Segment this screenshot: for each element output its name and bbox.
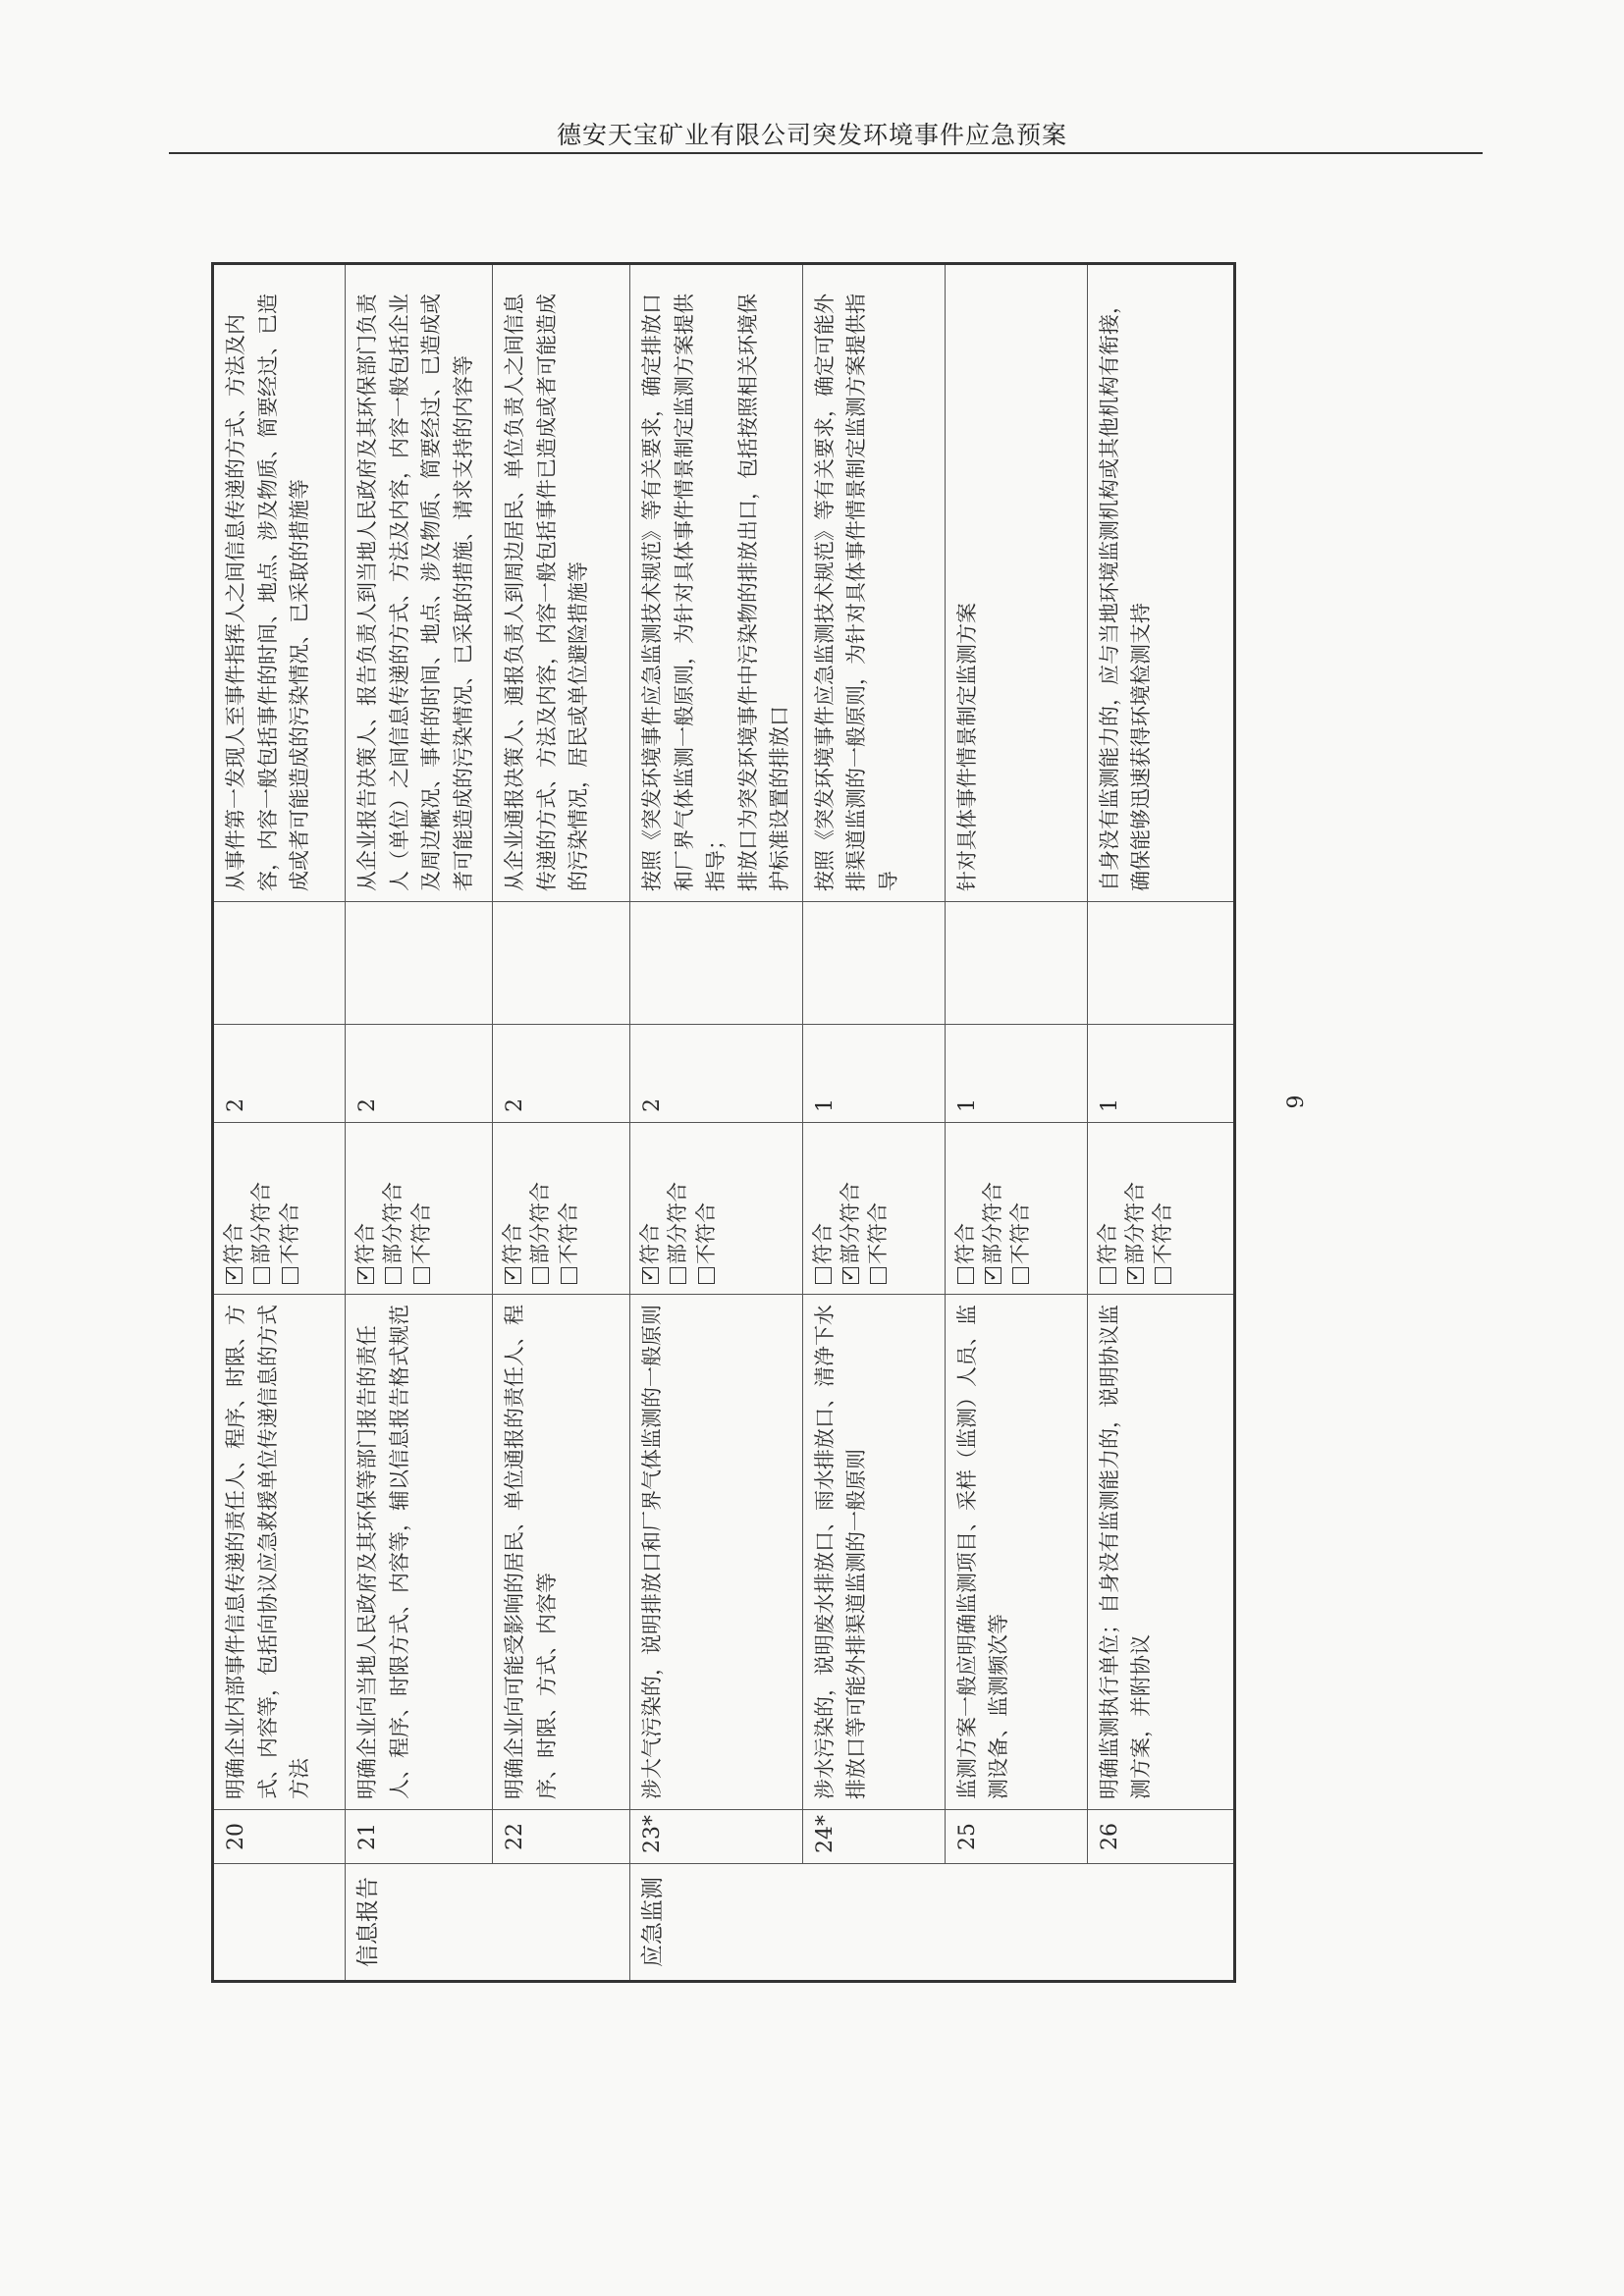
compliance-option[interactable] bbox=[1149, 1133, 1176, 1284]
compliance-options bbox=[493, 1123, 630, 1295]
compliance-option[interactable] bbox=[864, 1133, 892, 1284]
compliance-option[interactable] bbox=[1006, 1133, 1034, 1284]
compliance-option-label: 不符合 bbox=[1151, 1202, 1175, 1264]
compliance-options bbox=[945, 1123, 1087, 1295]
compliance-option-label: 不符合 bbox=[556, 1202, 580, 1264]
compliance-option[interactable] bbox=[499, 1133, 526, 1284]
criteria-text: 从事件第一发现人至事件指挥人之间信息传递的方式、方法及内容，内容一般包括事件的时间、地点、涉及物质、简要经过、已造成或者可能造成的污染情况、已采取的措施等 bbox=[213, 264, 346, 902]
deduction-cell bbox=[802, 902, 945, 1025]
category-cell: 信息报告 bbox=[346, 1864, 630, 1982]
compliance-option[interactable] bbox=[979, 1133, 1006, 1284]
row-number: 26 bbox=[1087, 1810, 1234, 1864]
compliance-option-label: 符合 bbox=[952, 1223, 977, 1264]
compliance-options bbox=[213, 1123, 346, 1295]
checkbox-icon[interactable] bbox=[282, 1267, 298, 1284]
checkbox-icon[interactable] bbox=[957, 1267, 974, 1284]
checkbox-icon[interactable] bbox=[1100, 1267, 1116, 1284]
requirement-text: 明确监测执行单位；自身没有监测能力的，说明协议监测方案，并附协议 bbox=[1087, 1295, 1234, 1810]
requirement-text: 涉水污染的，说明废水排放口、雨水排放口、清净下水排放口等可能外排渠道监测的一般原则 bbox=[802, 1295, 945, 1810]
requirement-text: 明确企业向当地人民政府及其环保等部门报告的责任人、程序、时限方式、内容等，辅以信息报告格式规范 bbox=[346, 1295, 493, 1810]
checkbox-icon[interactable] bbox=[385, 1267, 402, 1284]
compliance-option[interactable] bbox=[247, 1133, 275, 1284]
checkbox-icon[interactable] bbox=[815, 1267, 832, 1284]
checkbox-icon[interactable] bbox=[253, 1267, 270, 1284]
deduction-cell bbox=[945, 902, 1087, 1025]
score-cell: 2 bbox=[213, 1025, 346, 1123]
compliance-option-label: 不符合 bbox=[866, 1202, 891, 1264]
score-cell: 1 bbox=[945, 1025, 1087, 1123]
compliance-option[interactable] bbox=[407, 1133, 435, 1284]
compliance-option[interactable] bbox=[692, 1133, 720, 1284]
compliance-option[interactable] bbox=[379, 1133, 406, 1284]
compliance-option-label: 不符合 bbox=[277, 1202, 301, 1264]
compliance-option[interactable] bbox=[1094, 1133, 1121, 1284]
table-row bbox=[213, 264, 346, 1982]
deduction-cell bbox=[1087, 902, 1234, 1025]
compliance-option-label: 不符合 bbox=[408, 1202, 433, 1264]
checked-box-icon[interactable] bbox=[642, 1267, 659, 1284]
score-cell: 1 bbox=[1087, 1025, 1234, 1123]
checked-box-icon[interactable] bbox=[505, 1267, 521, 1284]
compliance-option[interactable] bbox=[1121, 1133, 1149, 1284]
criteria-text: 从企业报告决策人、报告负责人到当地人民政府及其环保部门负责人（单位）之间信息传递的方式、方法及内容，内容一般包括企业及周边概况、事件的时间、地点、涉及物质、简要经过、已造成或者可能造成的污染情况、已采取的措施、请求支持的内容等 bbox=[346, 264, 493, 902]
compliance-options bbox=[346, 1123, 493, 1295]
category-blank-cell bbox=[213, 1864, 346, 1982]
requirement-text: 涉大气污染的，说明排放口和厂界气体监测的一般原则 bbox=[630, 1295, 803, 1810]
row-number: 21 bbox=[346, 1810, 493, 1864]
checked-box-icon[interactable] bbox=[357, 1267, 374, 1284]
compliance-option[interactable] bbox=[636, 1133, 664, 1284]
requirement-text: 明确企业向可能受影响的居民、单位通报的责任人、程序、时限、方式、内容等 bbox=[493, 1295, 630, 1810]
checkbox-icon[interactable] bbox=[561, 1267, 577, 1284]
checkbox-icon[interactable] bbox=[670, 1267, 686, 1284]
compliance-option-label: 符合 bbox=[1095, 1223, 1119, 1264]
compliance-option-label: 符合 bbox=[222, 1223, 245, 1264]
header-rule bbox=[169, 152, 1483, 154]
deduction-cell bbox=[493, 902, 630, 1025]
checked-box-icon[interactable] bbox=[842, 1267, 859, 1284]
score-cell: 2 bbox=[493, 1025, 630, 1123]
compliance-option-label: 部分符合 bbox=[839, 1182, 863, 1264]
compliance-option[interactable] bbox=[555, 1133, 582, 1284]
criteria-text: 针对具体事件情景制定监测方案 bbox=[945, 264, 1087, 902]
page-number: 6 bbox=[1280, 1095, 1306, 1109]
criteria-text: 按照《突发环境事件应急监测技术规范》等有关要求，确定可能外排渠道监测的一般原则，为针对具体事件情景制定监测方案提供指导 bbox=[802, 264, 945, 902]
compliance-option-label: 符合 bbox=[353, 1223, 377, 1264]
compliance-option-label: 不符合 bbox=[693, 1202, 718, 1264]
row-number: 24* bbox=[802, 1810, 945, 1864]
checkbox-icon[interactable] bbox=[1155, 1267, 1171, 1284]
requirement-text: 监测方案一般应明确监测项目、采样（监测）人员、监测设备、监测频次等 bbox=[945, 1295, 1087, 1810]
row-number: 22 bbox=[493, 1810, 630, 1864]
compliance-option-label: 部分符合 bbox=[249, 1182, 274, 1264]
score-cell: 1 bbox=[802, 1025, 945, 1123]
compliance-option-label: 部分符合 bbox=[528, 1182, 553, 1264]
table-row bbox=[1087, 264, 1234, 1982]
compliance-option-label: 部分符合 bbox=[381, 1182, 406, 1264]
compliance-options bbox=[802, 1123, 945, 1295]
compliance-option[interactable] bbox=[809, 1133, 837, 1284]
compliance-option-label: 部分符合 bbox=[981, 1182, 1005, 1264]
checkbox-icon[interactable] bbox=[870, 1267, 887, 1284]
requirement-text: 明确企业内部事件信息传递的责任人、程序、时限、方式、内容等，包括向协议应急救援单位传递信息的方式方法 bbox=[213, 1295, 346, 1810]
row-number: 23* bbox=[630, 1810, 803, 1864]
rotated-table-wrapper bbox=[211, 265, 1232, 1983]
checkbox-icon[interactable] bbox=[413, 1267, 430, 1284]
deduction-cell bbox=[213, 902, 346, 1025]
table-row bbox=[493, 264, 630, 1982]
checked-box-icon[interactable] bbox=[1127, 1267, 1144, 1284]
table-row bbox=[802, 264, 945, 1982]
deduction-cell bbox=[630, 902, 803, 1025]
score-cell: 2 bbox=[346, 1025, 493, 1123]
page-header: 德安天宝矿业有限公司突发环境事件应急预案 bbox=[556, 121, 1067, 149]
score-cell: 2 bbox=[630, 1025, 803, 1123]
compliance-options bbox=[630, 1123, 803, 1295]
compliance-option[interactable] bbox=[276, 1133, 303, 1284]
checked-box-icon[interactable] bbox=[985, 1267, 1001, 1284]
table-row bbox=[630, 264, 803, 1982]
checkbox-icon[interactable] bbox=[532, 1267, 549, 1284]
deduction-cell bbox=[346, 902, 493, 1025]
compliance-option[interactable] bbox=[220, 1133, 247, 1284]
compliance-option-label: 部分符合 bbox=[666, 1182, 690, 1264]
row-number: 25 bbox=[945, 1810, 1087, 1864]
compliance-option[interactable] bbox=[352, 1133, 379, 1284]
table-row bbox=[346, 264, 493, 1982]
criteria-text: 从企业通报决策人、通报负责人到周边居民、单位负责人之间信息传递的方式、方法及内容，内容一般包括事件已造成或者可能造成的污染情况，居民或单位避险措施等 bbox=[493, 264, 630, 902]
compliance-option-label: 符合 bbox=[501, 1223, 524, 1264]
criteria-text: 按照《突发环境事件应急监测技术规范》等有关要求，确定排放口和厂界气体监测一般原则，为针对具体事件情景制定监测方案提供指导； 排放口为突发环境事件中污染物的排放出口，包括按照相关环境保护标准设置的排放口 bbox=[630, 264, 803, 902]
compliance-option-label: 部分符合 bbox=[1123, 1182, 1148, 1264]
compliance-options bbox=[1087, 1123, 1234, 1295]
compliance-option[interactable] bbox=[951, 1133, 979, 1284]
compliance-option[interactable] bbox=[837, 1133, 864, 1284]
table-row bbox=[945, 264, 1087, 1982]
category-cell: 应急监测 bbox=[630, 1864, 1235, 1982]
criteria-text: 自身没有监测能力的，应与当地环境监测机构或其他机构有衔接，确保能够迅速获得环境检测支持 bbox=[1087, 264, 1234, 902]
checkbox-icon[interactable] bbox=[698, 1267, 715, 1284]
compliance-option-label: 不符合 bbox=[1008, 1202, 1033, 1264]
checked-box-icon[interactable] bbox=[226, 1267, 243, 1284]
checkbox-icon[interactable] bbox=[1012, 1267, 1029, 1284]
compliance-option[interactable] bbox=[664, 1133, 691, 1284]
row-number: 20 bbox=[213, 1810, 346, 1864]
compliance-option[interactable] bbox=[526, 1133, 554, 1284]
compliance-option-label: 符合 bbox=[638, 1223, 662, 1264]
evaluation-table bbox=[211, 262, 1236, 1983]
compliance-option-label: 符合 bbox=[810, 1223, 835, 1264]
